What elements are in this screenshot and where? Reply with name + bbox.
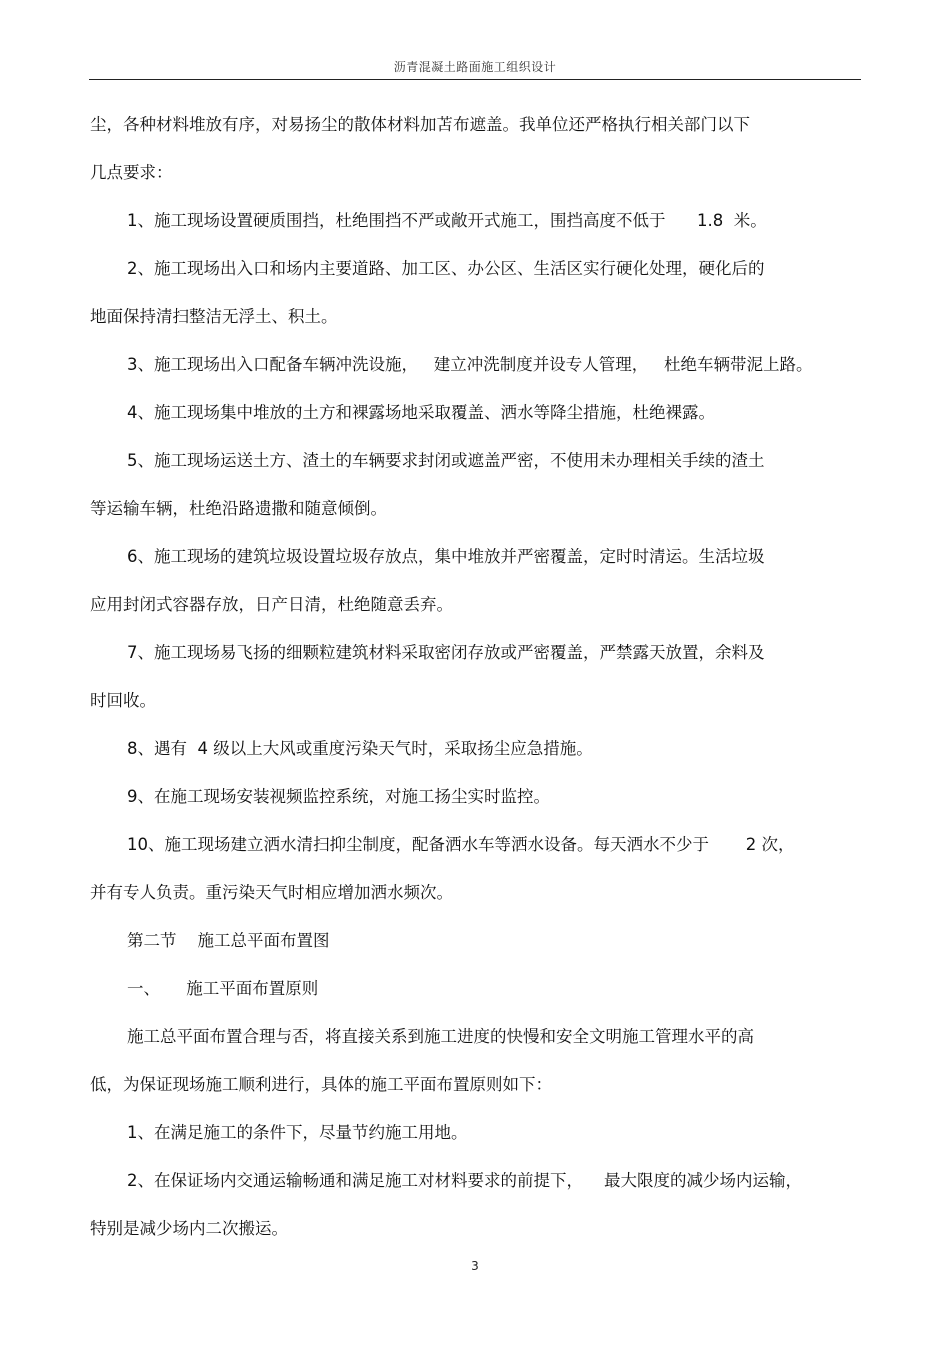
body-line-10: 6、施工现场的建筑垃圾设置垃圾存放点，集中堆放并严密覆盖，定时时清运。生活垃圾 (127, 547, 765, 566)
body-line-17: 并有专人负责。重污染天气时相应增加洒水频次。 (90, 883, 453, 902)
section-line-4: 2、在保证场内交通运输畅通和满足施工对材料要求的前提下， 最大限度的减少场内运输， (127, 1171, 802, 1190)
body-line-3: 1、施工现场设置硬质围挡，杜绝围挡不严或敞开式施工，围挡高度不低于 1.8 米。 (127, 211, 767, 230)
section-line-5: 特别是减少场内二次搬运。 (90, 1219, 288, 1238)
section-line-2: 低，为保证现场施工顺利进行，具体的施工平面布置原则如下： (90, 1075, 552, 1094)
body-line-7: 4、施工现场集中堆放的土方和裸露场地采取覆盖、洒水等降尘措施，杜绝裸露。 (127, 403, 715, 422)
body-line-13: 时回收。 (90, 691, 156, 710)
page-number: 3 (471, 1259, 479, 1273)
body-line-5: 地面保持清扫整洁无浮土、积土。 (90, 307, 338, 326)
body-line-2: 几点要求： (90, 163, 173, 182)
page-header: 沥青混凝土路面施工组织设计 (393, 60, 557, 74)
section-line-3: 1、在满足施工的条件下，尽量节约施工用地。 (127, 1123, 468, 1142)
section-subheading: 一、 施工平面布置原则 (127, 979, 319, 998)
section-heading: 第二节 施工总平面布置图 (127, 931, 330, 950)
body-line-4: 2、施工现场出入口和场内主要道路、加工区、办公区、生活区实行硬化处理，硬化后的 (127, 259, 765, 278)
body-line-9: 等运输车辆，杜绝沿路遗撒和随意倾倒。 (90, 499, 387, 518)
body-line-15: 9、在施工现场安装视频监控系统，对施工扬尘实时监控。 (127, 787, 550, 806)
header-rule (89, 79, 861, 80)
body-line-16: 10、施工现场建立洒水清扫抑尘制度，配备洒水车等洒水设备。每天洒水不少于 2 次， (127, 835, 795, 854)
body-line-8: 5、施工现场运送土方、渣土的车辆要求封闭或遮盖严密，不使用未办理相关手续的渣土 (127, 451, 765, 470)
section-line-1: 施工总平面布置合理与否，将直接关系到施工进度的快慢和安全文明施工管理水平的高 (127, 1027, 754, 1046)
body-line-1: 尘，各种材料堆放有序，对易扬尘的散体材料加苫布遮盖。我单位还严格执行相关部门以下 (90, 115, 750, 134)
body-line-6: 3、施工现场出入口配备车辆冲洗设施， 建立冲洗制度并设专人管理， 杜绝车辆带泥上路。 (127, 355, 813, 374)
body-line-11: 应用封闭式容器存放，日产日清，杜绝随意丢弃。 (90, 595, 453, 614)
body-line-14: 8、遇有 4 级以上大风或重度污染天气时，采取扬尘应急措施。 (127, 739, 593, 758)
body-line-12: 7、施工现场易飞扬的细颗粒建筑材料采取密闭存放或严密覆盖，严禁露天放置，余料及 (127, 643, 765, 662)
